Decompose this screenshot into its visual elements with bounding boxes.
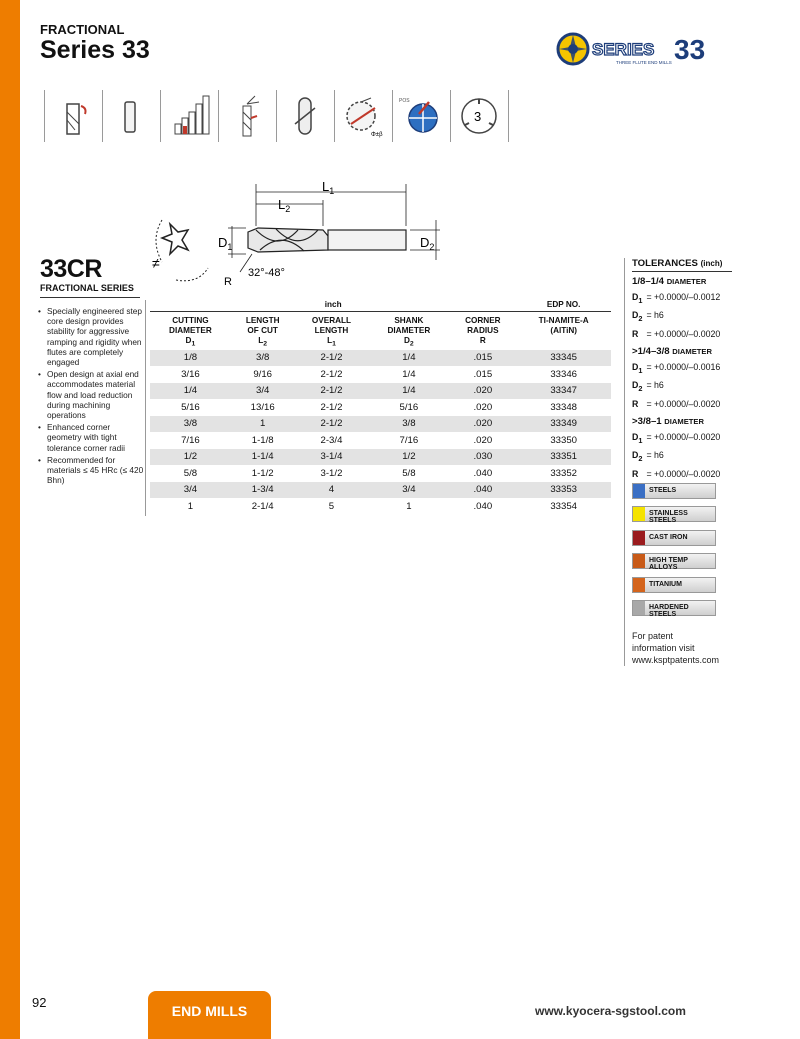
material-swatch xyxy=(633,507,645,521)
length-series-icon xyxy=(160,90,217,142)
shank-flat-icon xyxy=(276,90,333,142)
solid-carbide-icon xyxy=(102,90,159,142)
col-overall-length: OVERALL LENGTH $L_1$ xyxy=(311,316,352,348)
logo-tagline: THREE FLUTE END MILLS xyxy=(616,60,672,65)
unit-label: inch xyxy=(150,299,516,312)
section-rule xyxy=(40,297,140,298)
page-title: Series 33 xyxy=(40,36,150,64)
icon-strip-end xyxy=(508,90,509,142)
table-row: 1/2 1-1/4 3-1/4 1/2 .030 33351 xyxy=(150,449,611,466)
header-category: FRACTIONAL xyxy=(40,22,125,37)
material-swatch xyxy=(633,601,645,615)
col-shank-diameter: SHANK DIAMETER $D_2$ xyxy=(387,316,431,348)
helix-angle-label: 32°-48° xyxy=(248,267,285,279)
logo-number: 33 xyxy=(674,34,706,65)
table-row: 1/4 3/4 2-1/2 1/4 .020 33347 xyxy=(150,383,611,400)
divider xyxy=(624,258,625,666)
coating-pos-icon xyxy=(392,90,449,142)
material-swatch xyxy=(633,554,645,568)
feature-list xyxy=(38,306,146,487)
column-headers xyxy=(150,312,611,350)
col-length-of-cut: LENGTH OF CUT $L_2$ xyxy=(245,316,280,348)
table-row: 3/8 1 2-1/2 3/8 .020 33349 xyxy=(150,416,611,433)
material-steels: STEELS xyxy=(632,483,716,499)
helix-angle-icon xyxy=(218,90,275,142)
pos-label: POS xyxy=(399,98,410,104)
feature-item: • Enhanced corner geometry with tight tolerance corner radii xyxy=(38,422,146,453)
corner-radius-label: Φ±β xyxy=(371,132,383,138)
helix-icon xyxy=(44,90,101,142)
footer-section-label: END MILLS xyxy=(171,1003,248,1019)
material-swatch xyxy=(633,578,645,592)
dim-l2: $L_2$ xyxy=(278,197,291,214)
series33-logo xyxy=(556,32,726,66)
table-row: 5/16 13/16 2-1/2 5/16 .020 33348 xyxy=(181,401,578,413)
col-cutting-diameter: CUTTING DIAMETER $D_1$ xyxy=(169,316,212,348)
logo-series-text: SERIES xyxy=(592,40,655,59)
col-edp-coating: TI-NAMITE-A (AlTiN) xyxy=(538,316,589,335)
dim-l1: $L_1$ xyxy=(322,180,335,196)
material-swatch xyxy=(633,484,645,498)
end-mill-diagram xyxy=(148,180,448,290)
product-code: 33CR xyxy=(40,255,102,283)
orange-side-bar xyxy=(0,0,20,1039)
product-series: FRACTIONAL SERIES xyxy=(40,283,134,293)
feature-item: • Open design at axial end accommodates material flow and load reduction during machining operations xyxy=(38,369,146,420)
table-row: 1/8 3/8 2-1/2 1/4 .015 33345 xyxy=(150,350,611,367)
table-row: 1 2-1/4 5 1 .040 33354 xyxy=(187,500,578,512)
flute-count: 3 xyxy=(474,109,482,124)
corner-radius-symbol: R xyxy=(224,276,232,288)
dim-d2: $D_2$ xyxy=(420,235,435,252)
table-row: 7/16 1-1/8 2-3/4 7/16 .020 33350 xyxy=(181,434,578,446)
feature-item: • Recommended for materials ≤ 45 HRc (≤ 420 Bhn) xyxy=(38,455,146,486)
tool-body xyxy=(248,228,406,252)
material-stainless-steels: STAINLESS STEELS xyxy=(632,506,716,522)
edp-label: EDP NO. xyxy=(516,299,611,312)
table-row: 5/8 1-1/2 3-1/2 5/8 .040 33352 xyxy=(183,467,578,479)
end-view xyxy=(156,220,208,281)
flute-count-icon xyxy=(450,90,507,142)
dim-d1: $D_1$ xyxy=(218,235,233,252)
table-row: 3/16 9/16 2-1/2 1/4 .015 33346 xyxy=(181,368,578,380)
tolerance-group: >1/4–3/8 DIAMETER $D_1 = +0.0000/-0.0016$ $D_2 = h6$ R = +0.0000/–0.0020 xyxy=(632,346,721,409)
material-high-temp-alloys: HIGH TEMP ALLOYS xyxy=(632,553,716,569)
footer-website-link[interactable]: www.kyocera-sgstool.com xyxy=(535,1004,686,1018)
col-corner-radius: CORNER RADIUS R xyxy=(465,316,501,345)
table-row: 3/4 1-3/4 4 3/4 .040 33353 xyxy=(150,482,611,499)
divider xyxy=(145,300,146,516)
material-hardened-steels: HARDENED STEELS xyxy=(632,600,716,616)
tolerance-group: 1/8–1/4 DIAMETER $D_1 = +0.0000/-0.0012$ $D_2 = h6$ R = +0.0000/–0.0020 xyxy=(632,276,721,339)
spec-table xyxy=(150,299,611,515)
page-number: 92 xyxy=(32,995,47,1010)
tolerances-title: TOLERANCES (inch) xyxy=(632,258,732,272)
patent-note: For patent information visit www.ksptpatents.com xyxy=(632,631,720,665)
tolerance-group: >3/8–1 DIAMETER $D_1 = +0.0000/-0.0020$ $D_2 = h6$ R = +0.0000/–0.0020 xyxy=(632,416,721,479)
material-legend xyxy=(632,483,716,623)
corner-radius-icon xyxy=(334,90,391,142)
material-titanium: TITANIUM xyxy=(632,577,716,593)
unequal-spacing-symbol: ≠ xyxy=(152,255,160,271)
material-cast-iron: CAST IRON xyxy=(632,530,716,546)
patent-link[interactable]: www.ksptpatents.com xyxy=(632,655,720,665)
feature-item: • Specially engineered step core design provides stability for aggressive ramping and rigidity when flutes are completely engaged xyxy=(38,306,146,367)
tolerances-panel xyxy=(632,258,732,486)
material-swatch xyxy=(633,531,645,545)
